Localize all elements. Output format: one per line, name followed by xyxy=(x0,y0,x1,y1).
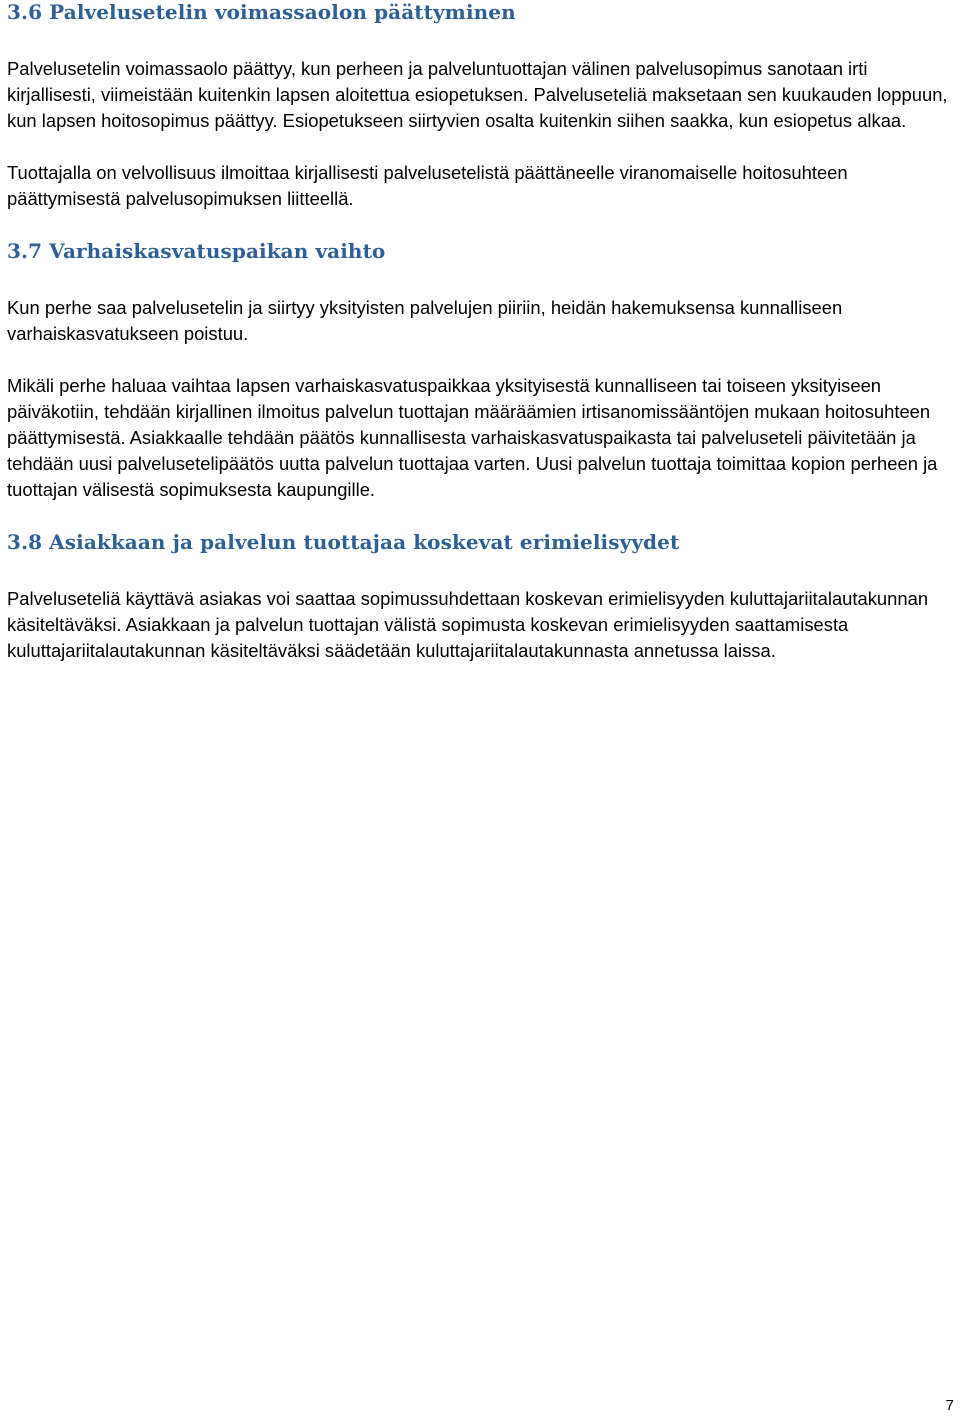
section-heading-3-7: 3.7 Varhaiskasvatuspaikan vaihto xyxy=(7,239,386,263)
section-heading-3-8: 3.8 Asiakkaan ja palvelun tuottajaa koskevat erimielisyydet xyxy=(7,530,680,554)
paragraph: Kun perhe saa palvelusetelin ja siirtyy yksityisten palvelujen piiriin, heidän hakemuksensa kunnalliseen varhaiskasvatukseen poistuu. xyxy=(7,297,843,344)
paragraph: Tuottajalla on velvollisuus ilmoittaa kirjallisesti palvelusetelistä päättäneelle viranomaiselle hoitosuhteen päättymisestä palvelusopimuksen liitteellä. xyxy=(7,162,848,209)
section-heading-3-6: 3.6 Palvelusetelin voimassaolon päättyminen xyxy=(7,0,516,24)
document-page xyxy=(7,0,955,664)
paragraph: Palvelusetelin voimassaolo päättyy, kun perheen ja palveluntuottajan välinen palvelusopimus sanotaan irti kirjallisesti, viimeistään kuitenkin lapsen aloitettua esiopetuksen. Palveluseteliä maksetaan sen kuukauden loppuun, kun lapsen hoitosopimus päättyy. Esiopetukseen siirtyvien osalta kuitenkin siihen saakka, kun esiopetus alkaa. xyxy=(7,58,948,131)
paragraph: Mikäli perhe haluaa vaihtaa lapsen varhaiskasvatuspaikkaa yksityisestä kunnalliseen tai toiseen yksityiseen päiväkotiin, tehdään kirjallinen ilmoitus palvelun tuottajan määräämien irtisanomissääntöjen mukaan hoitosuhteen päättymisestä. Asiakkaalle tehdään päätös kunnallisesta varhaiskasvatuspaikasta tai palveluseteli päivitetään ja tehdään uusi palvelusetelipäätös uutta palvelun tuottajaa varten. Uusi palvelun tuottaja toimittaa kopion perheen ja tuottajan välisestä sopimuksesta kaupungille. xyxy=(7,375,938,500)
paragraph: Palveluseteliä käyttävä asiakas voi saattaa sopimussuhdettaan koskevan erimielisyyden kuluttajariitalautakunnan käsiteltäväksi. Asiakkaan ja palvelun tuottajan välistä sopimusta koskevan erimielisyyden saattamisesta kuluttajariitalautakunnan käsiteltäväksi säädetään kuluttajariitalautakunnasta annetussa laissa. xyxy=(7,588,929,661)
page-number: 7 xyxy=(945,1397,954,1414)
